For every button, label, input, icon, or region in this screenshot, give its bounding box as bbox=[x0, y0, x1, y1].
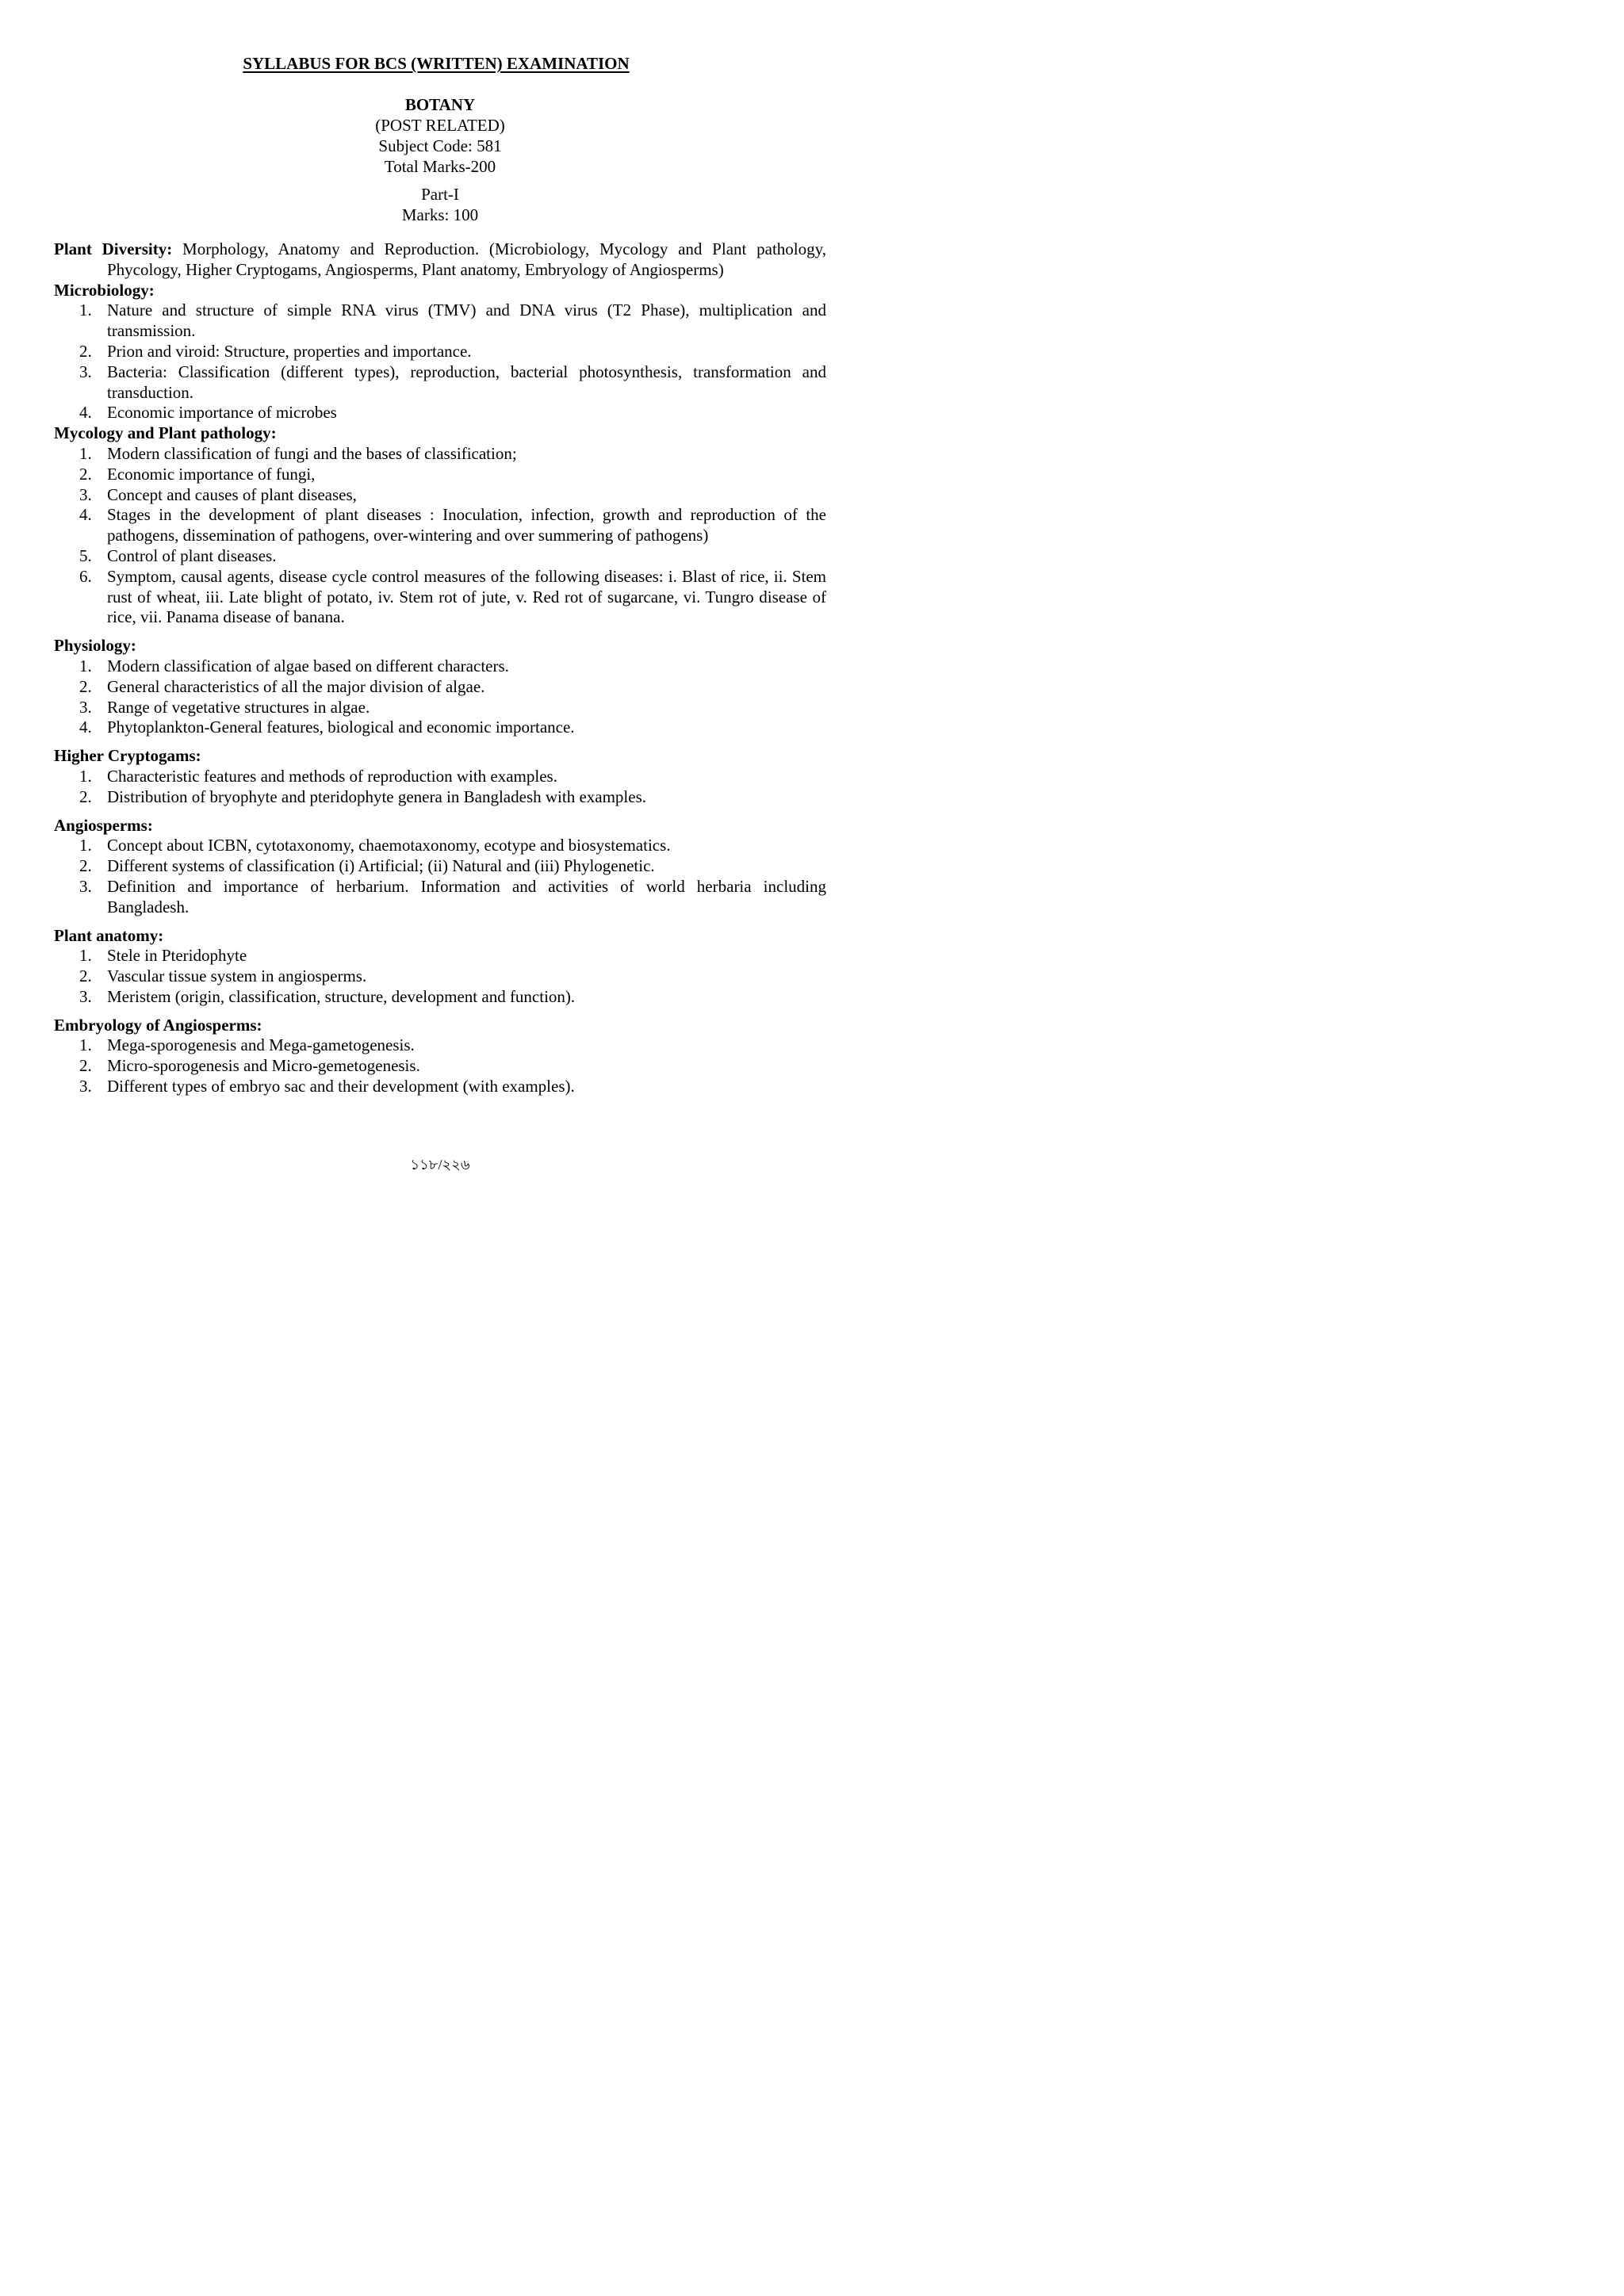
item-number: 1. bbox=[79, 1035, 92, 1055]
list-item bbox=[54, 403, 826, 423]
item-number: 4. bbox=[79, 718, 92, 737]
section-mycology bbox=[54, 423, 826, 628]
post-related-label: (POST RELATED) bbox=[375, 116, 505, 135]
topic-list bbox=[54, 836, 826, 917]
item-text: Prion and viroid: Structure, properties and importance. bbox=[107, 341, 472, 361]
item-text: Concept and causes of plant diseases, bbox=[107, 484, 357, 504]
item-text: Bacteria: Classification (different types), reproduction, bacterial photosynthesis, transformation and transduction. bbox=[107, 362, 826, 402]
item-number: 5. bbox=[79, 545, 92, 565]
list-item bbox=[54, 836, 826, 856]
item-number: 1. bbox=[79, 836, 92, 855]
list-item bbox=[54, 856, 826, 877]
list-item bbox=[54, 656, 826, 677]
item-number: 3. bbox=[79, 697, 92, 717]
subject-name: BOTANY bbox=[404, 95, 476, 114]
list-item bbox=[54, 505, 826, 546]
list-item bbox=[54, 546, 826, 567]
part-label: Part-I bbox=[421, 185, 459, 204]
item-number: 2. bbox=[79, 464, 92, 484]
item-text: Control of plant diseases. bbox=[107, 545, 277, 565]
item-text: Modern classification of algae based on different characters. bbox=[107, 656, 509, 675]
list-item bbox=[54, 767, 826, 787]
item-number: 2. bbox=[79, 966, 92, 986]
list-item bbox=[54, 362, 826, 404]
item-text: Symptom, causal agents, disease cycle control measures of the following diseases: i. Blast of rice, ii. Stem rust of wheat, iii. Late blight of potato, iv. Stem rot of jute, v. Red rot of sugarcane, vi. Tungro disease of rice, vii. Panama disease of banana. bbox=[107, 566, 826, 627]
list-item bbox=[54, 966, 826, 987]
topic-list bbox=[54, 1035, 826, 1096]
section-heading: Embryology of Angiosperms: bbox=[54, 1015, 262, 1035]
item-text: Definition and importance of herbarium. Information and activities of world herbaria including Bangladesh. bbox=[107, 876, 826, 916]
item-number: 4. bbox=[79, 505, 92, 525]
list-item bbox=[54, 465, 826, 485]
intro-label: Plant Diversity: bbox=[54, 239, 173, 258]
item-text: Different types of embryo sac and their development (with examples). bbox=[107, 1077, 575, 1096]
list-item bbox=[54, 300, 826, 342]
section-heading: Mycology and Plant pathology: bbox=[54, 423, 277, 443]
item-text: Range of vegetative structures in algae. bbox=[107, 697, 370, 717]
subject-code: Subject Code: 581 bbox=[378, 136, 502, 155]
item-text: Distribution of bryophyte and pteridophyte genera in Bangladesh with examples. bbox=[107, 786, 647, 806]
item-text: Phytoplankton-General features, biological and economic importance. bbox=[107, 718, 575, 737]
item-text: Micro-sporogenesis and Micro-gemetogenesis. bbox=[107, 1056, 420, 1076]
item-number: 2. bbox=[79, 676, 92, 696]
section-angiosperms bbox=[54, 816, 826, 918]
list-item bbox=[54, 718, 826, 738]
list-item bbox=[54, 342, 826, 362]
item-number: 1. bbox=[79, 443, 92, 463]
item-number: 3. bbox=[79, 1077, 92, 1096]
header-spacer bbox=[0, 177, 880, 184]
syllabus-content bbox=[54, 239, 826, 1097]
item-number: 1. bbox=[79, 946, 92, 966]
list-item bbox=[54, 444, 826, 465]
item-number: 3. bbox=[79, 876, 92, 896]
item-number: 6. bbox=[79, 566, 92, 586]
section-heading: Plant anatomy: bbox=[54, 925, 164, 945]
list-item bbox=[54, 698, 826, 718]
list-item bbox=[54, 677, 826, 698]
total-marks: Total Marks-200 bbox=[384, 157, 496, 176]
item-number: 1. bbox=[79, 766, 92, 786]
topic-list bbox=[54, 300, 826, 423]
item-number: 2. bbox=[79, 341, 92, 361]
list-item bbox=[54, 485, 826, 506]
item-text: Vascular tissue system in angiosperms. bbox=[107, 966, 367, 986]
item-number: 3. bbox=[79, 484, 92, 504]
topic-list bbox=[54, 946, 826, 1007]
part-marks: Marks: 100 bbox=[401, 205, 479, 224]
section-plant-anatomy bbox=[54, 926, 826, 1008]
list-item bbox=[54, 1056, 826, 1077]
section-heading: Physiology: bbox=[54, 636, 136, 656]
list-item bbox=[54, 787, 826, 808]
item-text: Mega-sporogenesis and Mega-gametogenesis. bbox=[107, 1035, 415, 1055]
item-text: Different systems of classification (i) Artificial; (ii) Natural and (iii) Phylogenetic. bbox=[107, 856, 655, 876]
item-text: General characteristics of all the major division of algae. bbox=[107, 676, 485, 696]
item-text: Meristem (origin, classification, structure, development and function). bbox=[107, 986, 576, 1006]
item-text: Modern classification of fungi and the bases of classification; bbox=[107, 443, 517, 463]
plant-diversity-intro bbox=[54, 239, 826, 281]
section-heading: Microbiology: bbox=[54, 280, 155, 300]
subject-header bbox=[0, 94, 880, 225]
item-number: 4. bbox=[79, 403, 92, 423]
list-item bbox=[54, 1077, 826, 1097]
item-number: 3. bbox=[79, 362, 92, 381]
item-text: Characteristic features and methods of reproduction with examples. bbox=[107, 766, 557, 786]
section-physiology bbox=[54, 636, 826, 738]
section-embryology bbox=[54, 1016, 826, 1097]
item-text: Economic importance of microbes bbox=[107, 403, 337, 423]
topic-list bbox=[54, 444, 826, 628]
document-title: SYLLABUS FOR BCS (WRITTEN) EXAMINATION bbox=[243, 54, 630, 73]
topic-list bbox=[54, 767, 826, 808]
document-page bbox=[0, 0, 872, 1234]
topic-list bbox=[54, 656, 826, 738]
list-item bbox=[54, 877, 826, 918]
section-heading: Higher Cryptogams: bbox=[54, 746, 201, 766]
item-text: Stages in the development of plant diseases : Inoculation, infection, growth and reproduction of the pathogens, dissemination of pathogens, over-wintering and over summering of pathogens) bbox=[107, 505, 826, 545]
list-item bbox=[54, 987, 826, 1008]
intro-text: Morphology, Anatomy and Reproduction. (Microbiology, Mycology and Plant pathology, Phycology, Higher Cryptogams, Angiosperms, Plant anatomy, Embryology of Angiosperms) bbox=[107, 239, 826, 279]
item-text: Concept about ICBN, cytotaxonomy, chaemotaxonomy, ecotype and biosystematics. bbox=[107, 836, 671, 855]
item-number: 1. bbox=[79, 300, 92, 320]
item-text: Economic importance of fungi, bbox=[107, 464, 316, 484]
item-number: 2. bbox=[79, 856, 92, 876]
item-text: Nature and structure of simple RNA virus (TMV) and DNA virus (T2 Phase), multiplication and transmission. bbox=[107, 300, 826, 341]
section-heading: Angiosperms: bbox=[54, 815, 153, 835]
item-number: 2. bbox=[79, 1056, 92, 1076]
list-item bbox=[54, 1035, 826, 1056]
item-number: 1. bbox=[79, 656, 92, 675]
section-higher-cryptogams bbox=[54, 746, 826, 807]
page-number: ১১৮/২২৬ bbox=[410, 1157, 470, 1173]
list-item bbox=[54, 567, 826, 628]
item-number: 3. bbox=[79, 986, 92, 1006]
section-microbiology bbox=[54, 281, 826, 424]
list-item bbox=[54, 946, 826, 966]
item-number: 2. bbox=[79, 786, 92, 806]
item-text: Stele in Pteridophyte bbox=[107, 946, 247, 966]
